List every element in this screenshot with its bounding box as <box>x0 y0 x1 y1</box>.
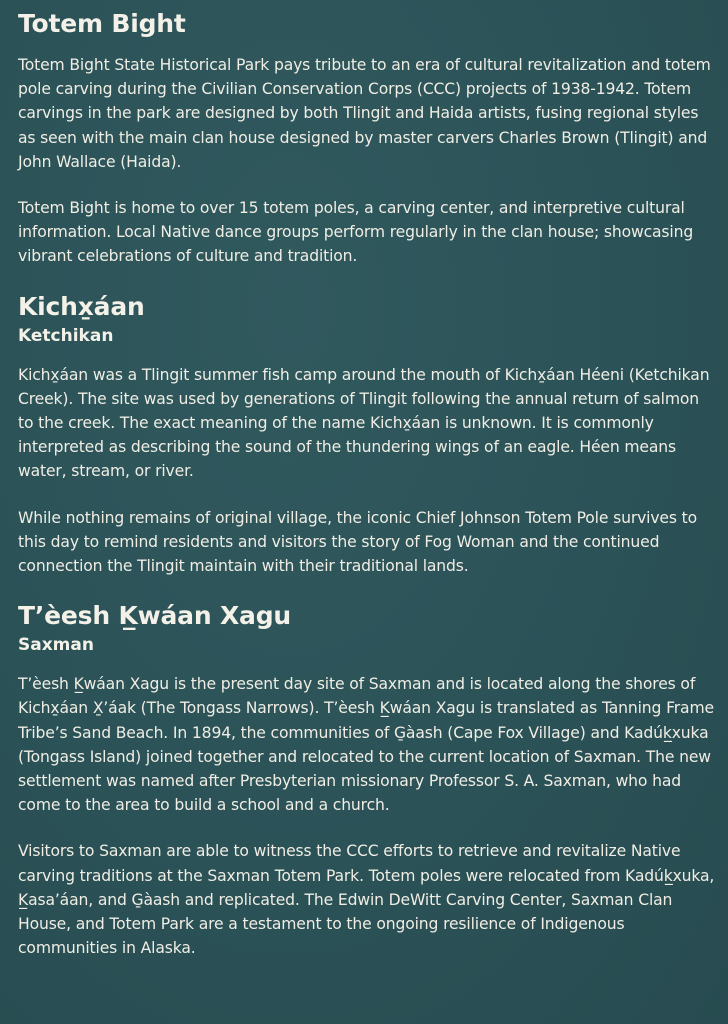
section-totem-bight <box>18 8 718 269</box>
section-title: Totem Bight <box>18 9 186 38</box>
section-title: Kichx̱áan <box>18 291 145 321</box>
section-subtitle: Ketchikan <box>18 325 114 346</box>
section-kichxaan <box>18 291 718 579</box>
section-teesh-kwaan-xagu <box>18 600 718 960</box>
section-paragraph: While nothing remains of original village, the iconic Chief Johnson Totem Pole survives to this day to remind residents and visitors the story of Fog Woman and the continued connection the Tlingit maintain with their traditional lands. <box>18 508 698 576</box>
section-title: T’èesh K̲wáan Xagu <box>18 601 291 631</box>
section-subtitle: Saxman <box>18 635 94 656</box>
section-paragraph: Totem Bight State Historical Park pays tribute to an era of cultural revitalization and totem pole carving during the Civilian Conservation Corps (CCC) projects of 1938-1942. Totem carvings in the park are designed by both Tlingit and Haida artists, fusing regional styles as seen with the main clan house designed by master carvers Charles Brown (Tlingit) and John Wallace (Haida). <box>18 56 711 171</box>
section-paragraph: T’èesh K̲wáan Xagu is the present day site of Saxman and is located along the shores of Kichx̱áan X̱’áak (The Tongass Narrows). T’èesh K̲wáan Xagu is translated as Tanning Frame Tribe’s Sand Beach. In 1894, the communities of G̱àash (Cape Fox Village) and Kadúk̲xuka (Tongass Island) joined together and relocated to the current location of Saxman. The new settlement was named after Presbyterian missionary Professor S. A. Saxman, who had come to the area to build a school and a church. <box>18 675 714 815</box>
section-paragraph: Totem Bight is home to over 15 totem poles, a carving center, and interpretive cultural information. Local Native dance groups perform regularly in the clan house; showcasing vibrant celebrations of culture and tradition. <box>18 199 694 266</box>
section-paragraph: Visitors to Saxman are able to witness the CCC efforts to retrieve and revitalize Native carving traditions at the Saxman Totem Park. Totem poles were relocated from Kadúk̲xuka, K̲asa’áan, and G̱àash and replicated. The Edwin DeWitt Carving Center, Saxman Clan House, and Totem Park are a testament to the ongoing resilience of Indigenous communities in Alaska. <box>18 842 715 958</box>
section-paragraph: Kichx̱áan was a Tlingit summer fish camp around the mouth of Kichx̱áan Héeni (Ketchikan Creek). The site was used by generations of Tlingit following the annual return of salmon to the creek. The exact meaning of the name Kichx̱áan is unknown. It is commonly interpreted as describing the sound of the thundering wings of an eagle. Héen means water, stream, or river. <box>18 365 710 481</box>
